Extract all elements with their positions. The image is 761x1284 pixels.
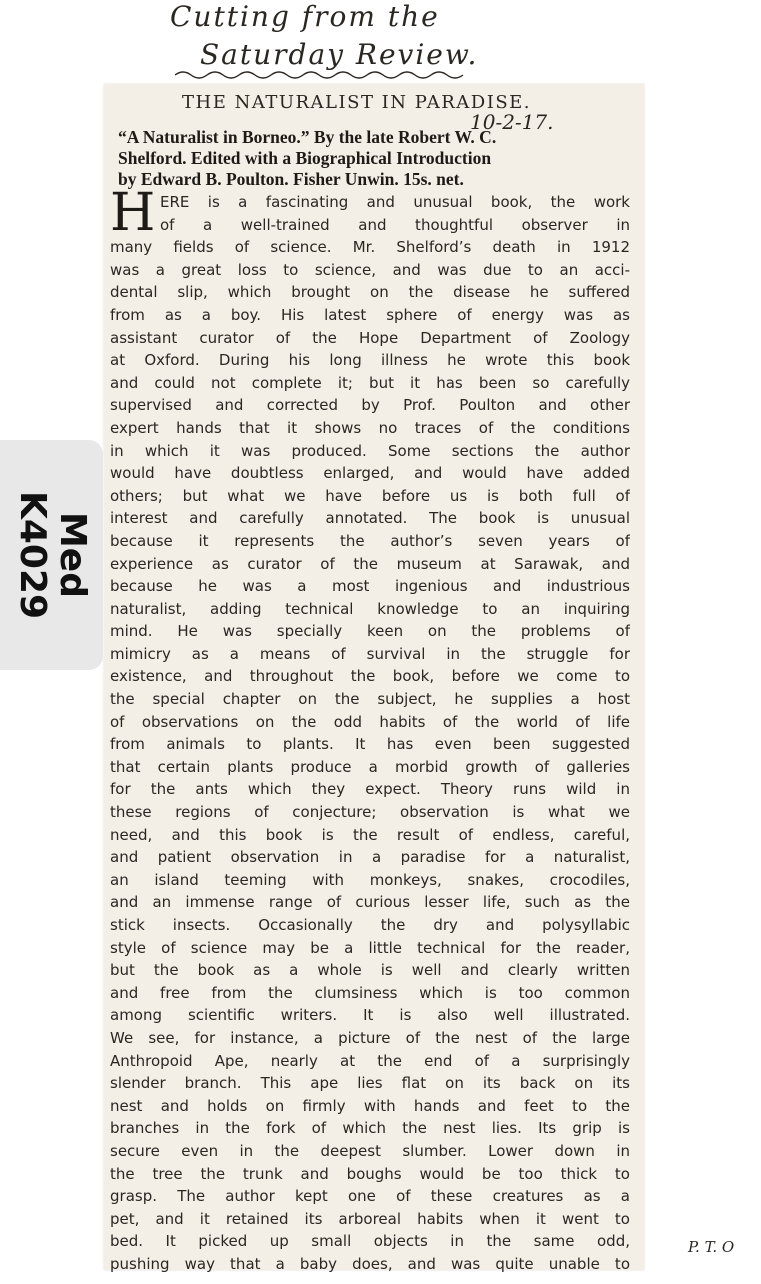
article-line: expert hands that it shows no traces of the conditions <box>110 418 630 437</box>
article-line: secure even in the deepest slumber. Lower down in <box>110 1141 630 1160</box>
article-line: because he was a most ingenious and industrious <box>110 577 630 596</box>
article-line: and could not complete it; but it has been so carefully <box>110 373 630 392</box>
article-line: because it represents the author’s seven years of <box>110 531 630 550</box>
article-line: from as a boy. His latest sphere of energy was as <box>110 305 630 324</box>
article-line: Anthropoid Ape, nearly at the end of a surprisingly <box>110 1051 630 1070</box>
library-shelfmark <box>12 491 92 619</box>
article-line: grasp. The author kept one of these creatures as a <box>110 1187 630 1206</box>
shelfmark-line-2: K4029 <box>12 490 53 620</box>
article-line: and an immense range of curious lesser life, such as the <box>110 893 630 912</box>
article-line: and patient observation in a paradise for a naturalist, <box>110 848 630 867</box>
article-line: an island teeming with monkeys, snakes, crocodiles, <box>110 870 630 889</box>
article-line: dental slip, which brought on the disease he suffered <box>110 283 630 302</box>
article-line: existence, and throughout the book, before we come to <box>110 667 630 686</box>
article-line: others; but what we have before us is both full of <box>110 486 630 505</box>
article-line: pushing way that a baby does, and was quite unable to <box>110 1254 630 1273</box>
handwritten-date-note: 10-2-17. <box>470 110 554 134</box>
article-line: style of science may be a little technical for the reader, <box>110 938 630 957</box>
article-line: branches in the fork of which the nest lies. Its grip is <box>110 1119 630 1138</box>
byline-line: “A Naturalist in Borneo.” By the late Robert W. C. <box>118 127 497 147</box>
article-line: We see, for instance, a picture of the nest of the large <box>110 1028 630 1047</box>
article-line: would have doubtless enlarged, and would have added <box>110 464 630 483</box>
article-line: stick insects. Occasionally the dry and polysyllabic <box>110 916 630 934</box>
article-line: in which it was produced. Some sections the author <box>110 441 630 460</box>
article-line: for the ants which they expect. Theory runs wild in <box>110 780 630 799</box>
article-line: nest and holds on firmly with hands and feet to the <box>110 1096 630 1115</box>
article-line: ERE is a fascinating and unusual book, the work <box>160 193 630 211</box>
article-line: of observations on the odd habits of the world of life <box>110 712 630 731</box>
handwritten-source-line-2: Saturday Review. <box>200 38 479 71</box>
article-line: assistant curator of the Hope Department of Zoology <box>110 328 630 347</box>
article-line: experience as curator of the museum at Sarawak, and <box>110 554 630 573</box>
article-line: at Oxford. During his long illness he wrote this book <box>110 351 630 370</box>
article-line: mimicry as a means of survival in the struggle for <box>110 644 630 663</box>
article-title: THE NATURALIST IN PARADISE. <box>182 92 532 113</box>
article-byline <box>118 127 638 190</box>
article-line: these regions of conjecture; observation is what we <box>110 803 630 822</box>
article-line: that certain plants produce a morbid growth of galleries <box>110 757 630 776</box>
article-body <box>110 183 630 1276</box>
article-line: interest and carefully annotated. The book is unusual <box>110 509 630 528</box>
article-line: slender branch. This ape lies flat on its back on its <box>110 1074 630 1093</box>
handwritten-underline-squiggle <box>175 68 475 82</box>
drop-cap: H <box>110 183 156 243</box>
article-line: the tree the trunk and boughs would be too thick to <box>110 1164 630 1183</box>
article-line: among scientific writers. It is also well illustrated. <box>110 1006 630 1025</box>
article-line: need, and this book is the result of endless, careful, <box>110 825 630 844</box>
byline-line: by Edward B. Poulton. Fisher Unwin. 15s. net. <box>118 169 464 189</box>
article-line: bed. It picked up small objects in the same odd, <box>110 1232 630 1251</box>
article-line: but the book as a whole is well and clearly written <box>110 961 630 980</box>
article-line: and free from the clumsiness which is too common <box>110 983 630 1002</box>
byline-line: Shelford. Edited with a Biographical Introduction <box>118 148 492 168</box>
handwritten-pto-note: P. T. O <box>688 1238 735 1256</box>
article-line: naturalist, adding technical knowledge to an inquiring <box>110 599 630 618</box>
handwritten-source-line-1: Cutting from the <box>170 0 440 33</box>
article-line: the special chapter on the subject, he supplies a host <box>110 690 630 709</box>
shelfmark-line-1: Med <box>52 511 93 598</box>
article-line: pet, and it retained its arboreal habits when it went to <box>110 1209 630 1228</box>
article-line: from animals to plants. It has even been suggested <box>110 735 630 754</box>
article-line: mind. He was specially keen on the problems of <box>110 622 630 641</box>
article-line: was a great loss to science, and was due to an acci- <box>110 260 630 279</box>
article-line: many fields of science. Mr. Shelford’s death in 1912 <box>110 238 630 257</box>
article-line: of a well-trained and thoughtful observer in <box>160 215 630 234</box>
article-line: supervised and corrected by Prof. Poulton and other <box>110 396 630 415</box>
